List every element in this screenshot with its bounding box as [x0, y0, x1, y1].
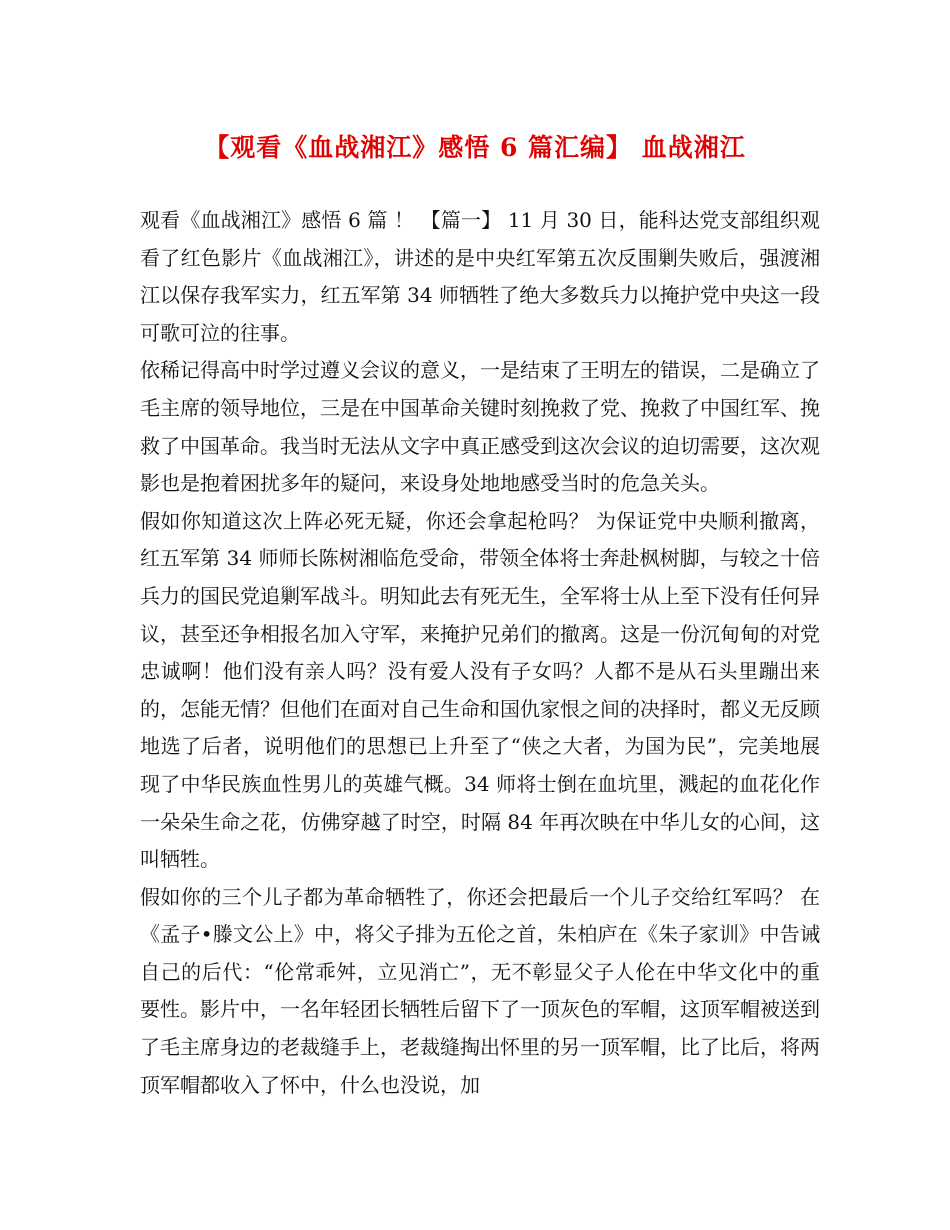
paragraph-3: 假如你知道这次上阵必死无疑，你还会拿起枪吗？ 为保证党中央顺利撤离，红五军第 34 师师长陈树湘临危受命，带领全体将士奔赴枫树脚，与较之十倍兵力的国民党追剿军战斗。明知此去有死无生，全军将士从上至下没有任何异议，甚至还争相报名加入守军，来掩护兄弟们的撤离。这是一份沉甸甸的对党忠诚啊！他们没有亲人吗？没有爱人没有子女吗？人都不是从石头里蹦出来的，怎能无情？但他们在面对自己生命和国仇家恨之间的决择时，都义无反顾地选了后者，说明他们的思想已上升至了“侠之大者，为国为民”，完美地展现了中华民族血性男儿的英雄气概。34 师将士倒在血坑里，溅起的血花化作一朵朵生命之花，仿佛穿越了时空，时隔 84 年再次映在中华儿女的心间，这叫牺牲。 — [140, 508, 820, 872]
paragraph-1: 观看《血战湘江》感悟 6 篇 ！ 【篇一】 11 月 30 日，能科达党支部组织观看了红色影片《血战湘江》，讲述的是中央红军第五次反围剿失败后，强渡湘江以保存我军实力，红五军第 34 师牺牲了绝大多数兵力以掩护党中央这一段可歌可泣的往事。 — [140, 208, 820, 345]
document-body — [140, 202, 820, 1104]
document-title: 【观看《血战湘江》感悟 6 篇汇编】 血战湘江 — [204, 133, 746, 162]
paragraph-4: 假如你的三个儿子都为革命牺牲了，你还会把最后一个儿子交给红军吗？ 在《孟子•滕文公上》中，将父子排为五伦之首，朱柏庐在《朱子家训》中告诫自己的后代：“伦常乖舛，立见消亡”，无不彰显父子人伦在中华文化中的重要性。影片中，一名年轻团长牺牲后留下了一顶灰色的军帽，这顶军帽被送到了毛主席身边的老裁缝手上，老裁缝掏出怀里的另一顶军帽，比了比后，将两顶军帽都收入了怀中，什么也没说，加 — [140, 884, 820, 1097]
paragraph-2: 依稀记得高中时学过遵义会议的意义，一是结束了王明左的错误，二是确立了毛主席的领导地位，三是在中国革命关键时刻挽救了党、挽救了中国红军、挽救了中国革命。我当时无法从文字中真正感受到这次会议的迫切需要，这次观影也是抱着困扰多年的疑问，来设身处地地感受当时的危急关头。 — [140, 358, 820, 496]
